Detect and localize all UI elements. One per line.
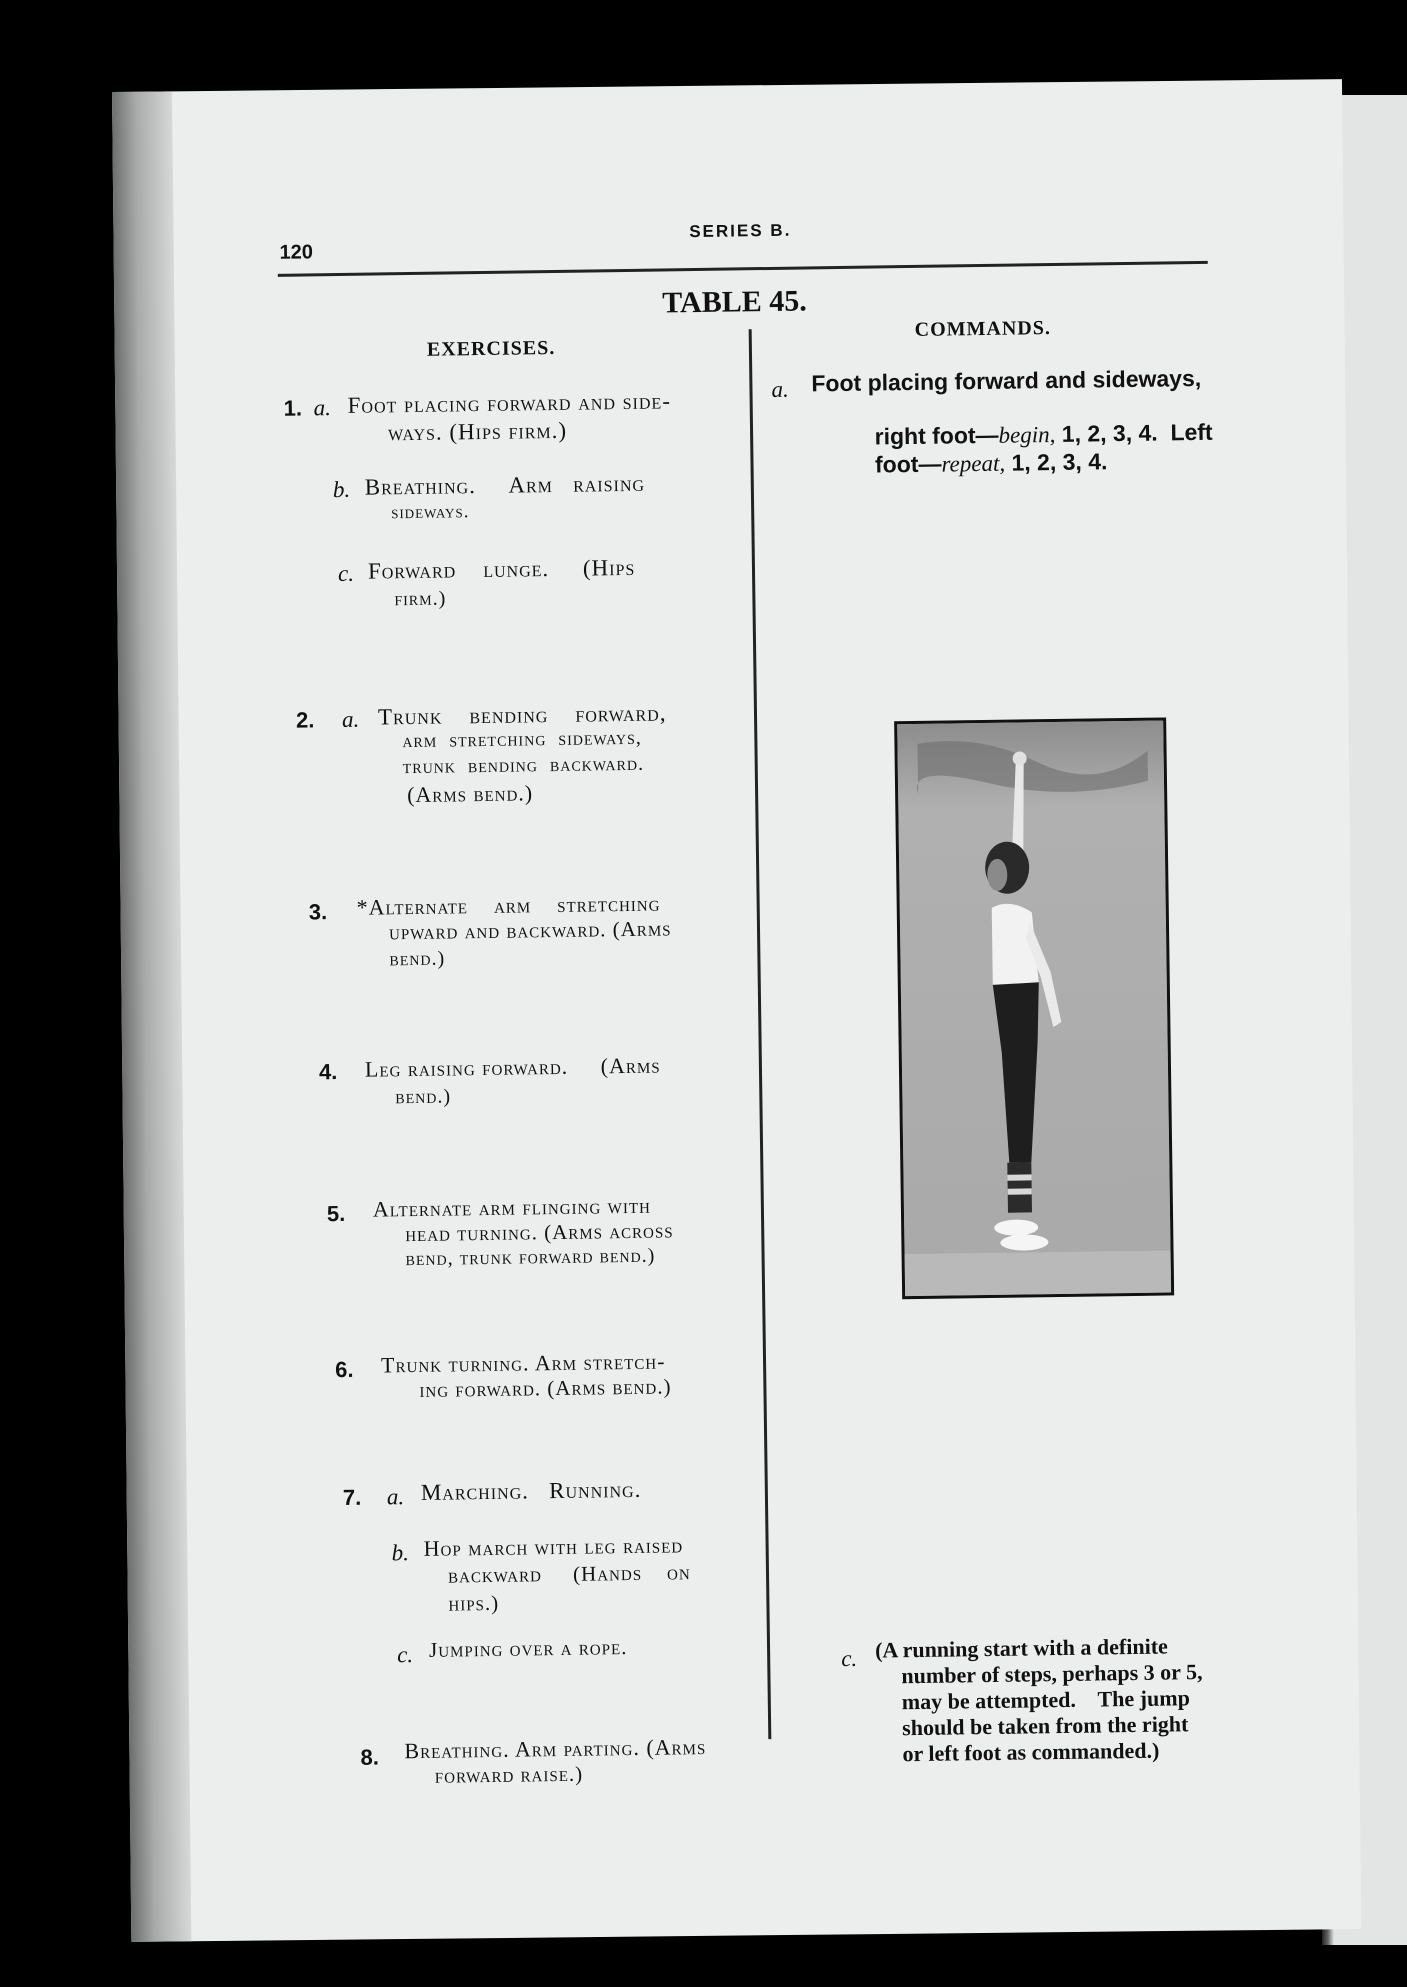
column-divider	[749, 329, 772, 1739]
exercise-8: 8. Breathing. Arm parting. (Arms forward raise.)	[360, 1733, 707, 1788]
exercise-6: 6. Trunk turning. Arm stretch- ing forward. (Arms bend.)	[334, 1348, 672, 1402]
photo-figure-icon	[897, 721, 1171, 1297]
exercises-heading: EXERCISES.	[426, 336, 556, 361]
exercise-7b: b. Hop march with leg raised backward (Hands on hips.)	[391, 1532, 691, 1616]
exercise-1c: c. Forward lunge. (Hips firm.)	[337, 554, 636, 611]
running-title: SERIES B.	[689, 220, 792, 242]
exercise-4: 4. Leg raising forward. (Arms bend.)	[318, 1052, 661, 1109]
page-number: 120	[279, 241, 314, 264]
command-c: c. (A running start with a definite number of steps, perhaps 3 or 5, may be attempted. The jump should be taken from the right or left foot as commanded.)	[841, 1633, 1203, 1767]
exercise-3: 3. *Alternate arm stretching upward and backward. (Arms bend.)	[308, 890, 672, 971]
header-rule	[278, 261, 1208, 277]
photo-man-arm-stretching-upward	[894, 717, 1174, 1299]
exercise-5: 5. Alternate arm flinging with head turning. (Arms across bend, trunk forward bend.)	[326, 1192, 674, 1271]
exercise-2a: 2. a. Trunk bending forward, arm stretching sideways, trunk bending backward. (Arms bend.)	[295, 700, 667, 808]
table-title: TABLE 45.	[662, 284, 807, 320]
commands-heading: COMMANDS.	[914, 317, 1052, 341]
exercise-1b: b. Breathing. Arm raising sideways.	[332, 470, 646, 524]
exercise-7c: c. Jumping over a rope.	[396, 1635, 628, 1668]
exercise-1a: 1. a. Foot placing forward and side- ways. (Hips firm.)	[283, 388, 672, 446]
command-a: a. Foot placing forward and sideways, right foot—begin, 1, 2, 3, 4. Left foot—repeat, 1, 2, 3, 4.	[771, 364, 1213, 478]
exercise-7a: 7. a. Marching. Running.	[342, 1476, 642, 1511]
